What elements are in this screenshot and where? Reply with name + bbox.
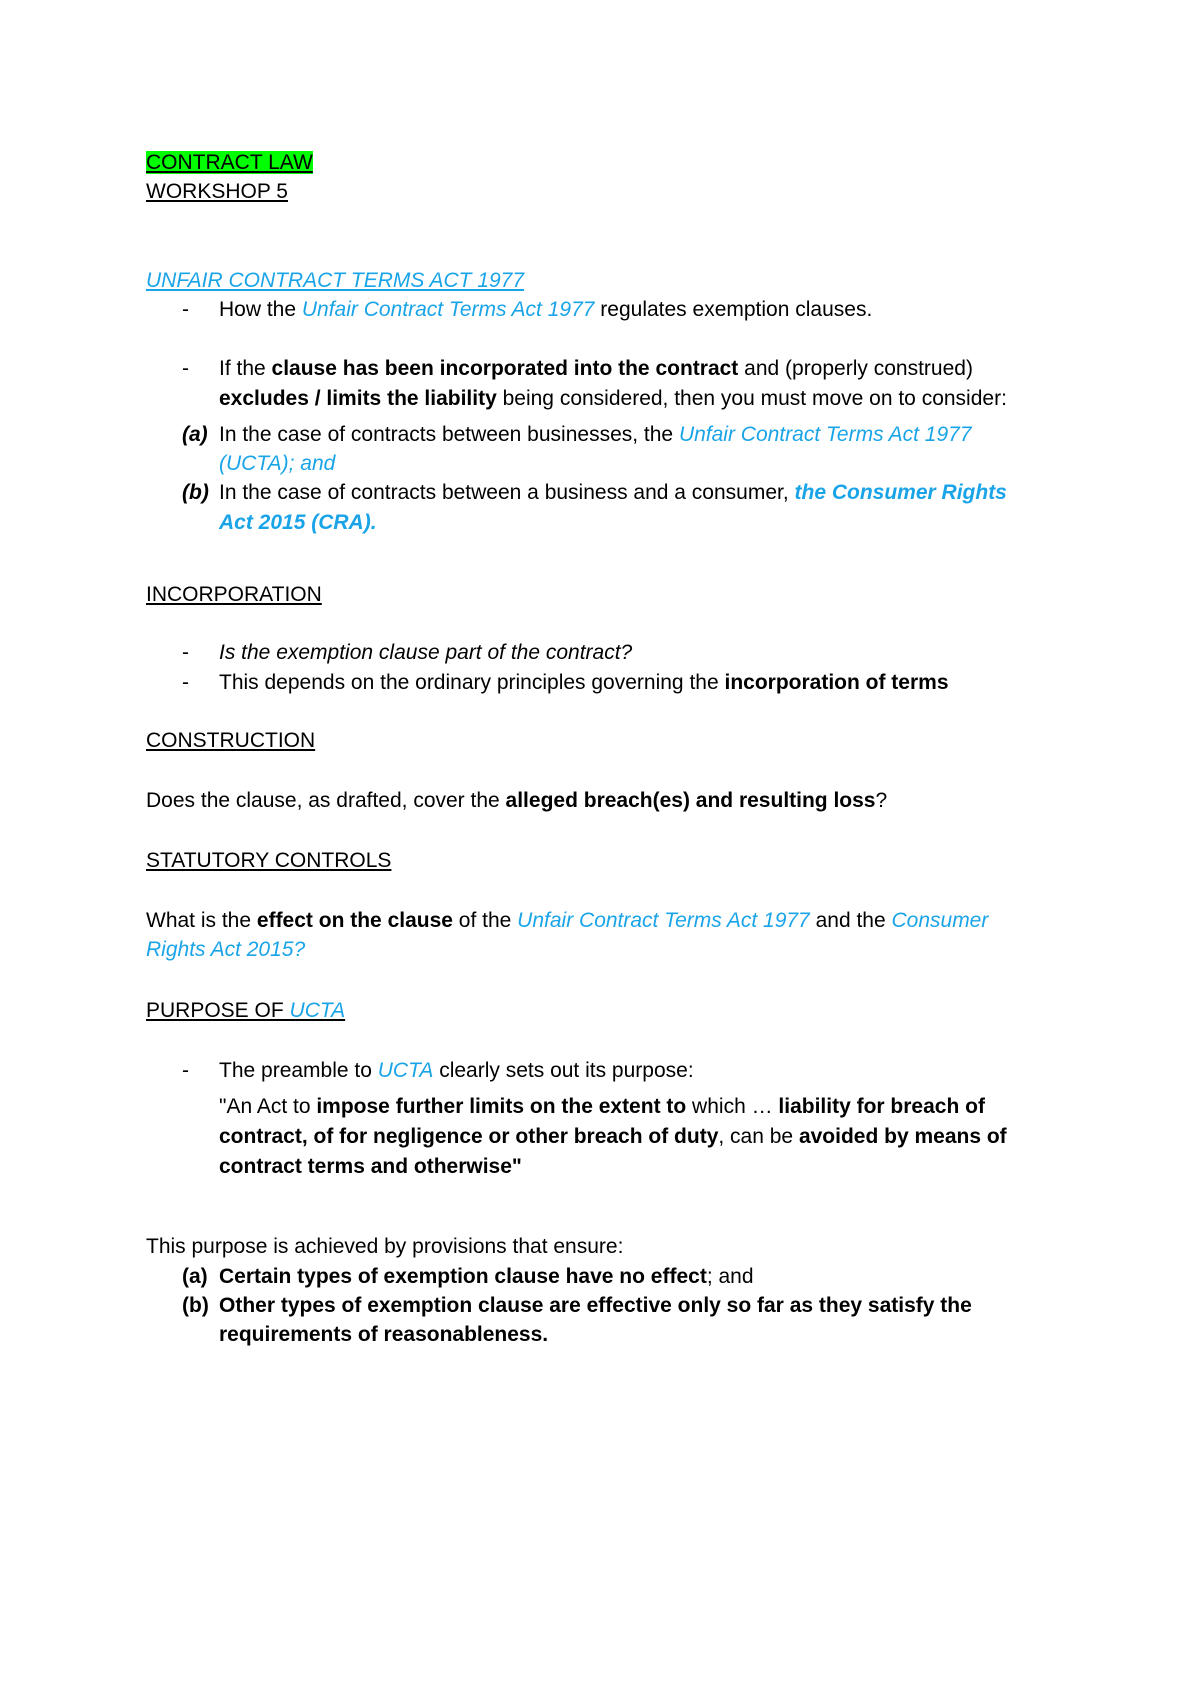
purpose-item-b-line-2: requirements of reasonableness. bbox=[219, 1323, 549, 1346]
ucta-item-a-line-1: In the case of contracts between businesses, the Unfair Contract Terms Act 1977 bbox=[219, 423, 972, 446]
purpose-item-b-line-1: Other types of exemption clause are effective only so far as they satisfy the bbox=[219, 1294, 972, 1317]
incorporation-bullet-2: This depends on the ordinary principles governing the incorporation of terms bbox=[219, 671, 949, 694]
statutory-paragraph-line-1: What is the effect on the clause of the Unfair Contract Terms Act 1977 and the Consumer bbox=[146, 909, 989, 932]
ucta-bullet-1: How the Unfair Contract Terms Act 1977 regulates exemption clauses. bbox=[219, 298, 873, 321]
ucta-item-b-line-1: In the case of contracts between a business and a consumer, the Consumer Rights bbox=[219, 481, 1007, 504]
list-marker-a: (a) bbox=[182, 423, 208, 446]
ucta-bullet-2-line-1: If the clause has been incorporated into the contract and (properly construed) bbox=[219, 357, 973, 380]
ucta-item-a-line-2: (UCTA); and bbox=[219, 452, 336, 475]
document-title: CONTRACT LAW bbox=[146, 151, 313, 174]
ucta-heading: UNFAIR CONTRACT TERMS ACT 1977 bbox=[146, 269, 525, 292]
incorporation-heading: INCORPORATION bbox=[146, 583, 322, 606]
preamble-quote-line-1: "An Act to impose further limits on the extent to which … liability for breach of bbox=[219, 1095, 985, 1118]
document-subtitle: WORKSHOP 5 bbox=[146, 180, 288, 203]
ucta-item-b-line-2: Act 2015 (CRA). bbox=[219, 511, 377, 534]
statutory-controls-heading: STATUTORY CONTROLS bbox=[146, 849, 392, 872]
purpose-heading: PURPOSE OF UCTA bbox=[146, 999, 346, 1022]
preamble-quote-line-2: contract, of for negligence or other breach of duty, can be avoided by means of bbox=[219, 1125, 1007, 1148]
bullet-marker: - bbox=[182, 298, 189, 321]
preamble-quote-line-3: contract terms and otherwise" bbox=[219, 1155, 522, 1178]
bullet-marker: - bbox=[182, 671, 189, 694]
incorporation-bullet-1: Is the exemption clause part of the contract? bbox=[219, 641, 633, 664]
purpose-bullet-1: The preamble to UCTA clearly sets out its purpose: bbox=[219, 1059, 694, 1082]
bullet-marker: - bbox=[182, 1059, 189, 1082]
statutory-paragraph-line-2: Rights Act 2015? bbox=[146, 938, 306, 961]
bullet-marker: - bbox=[182, 641, 189, 664]
construction-paragraph: Does the clause, as drafted, cover the alleged breach(es) and resulting loss? bbox=[146, 789, 888, 812]
list-marker-b: (b) bbox=[182, 481, 209, 504]
list-marker-a: (a) bbox=[182, 1265, 208, 1288]
bullet-marker: - bbox=[182, 357, 189, 380]
ucta-bullet-2-line-2: excludes / limits the liability being considered, then you must move on to consider: bbox=[219, 387, 1007, 410]
purpose-item-a: Certain types of exemption clause have no effect; and bbox=[219, 1265, 754, 1288]
list-marker-b: (b) bbox=[182, 1294, 209, 1317]
construction-heading: CONSTRUCTION bbox=[146, 729, 316, 752]
purpose-paragraph: This purpose is achieved by provisions that ensure: bbox=[146, 1235, 624, 1258]
